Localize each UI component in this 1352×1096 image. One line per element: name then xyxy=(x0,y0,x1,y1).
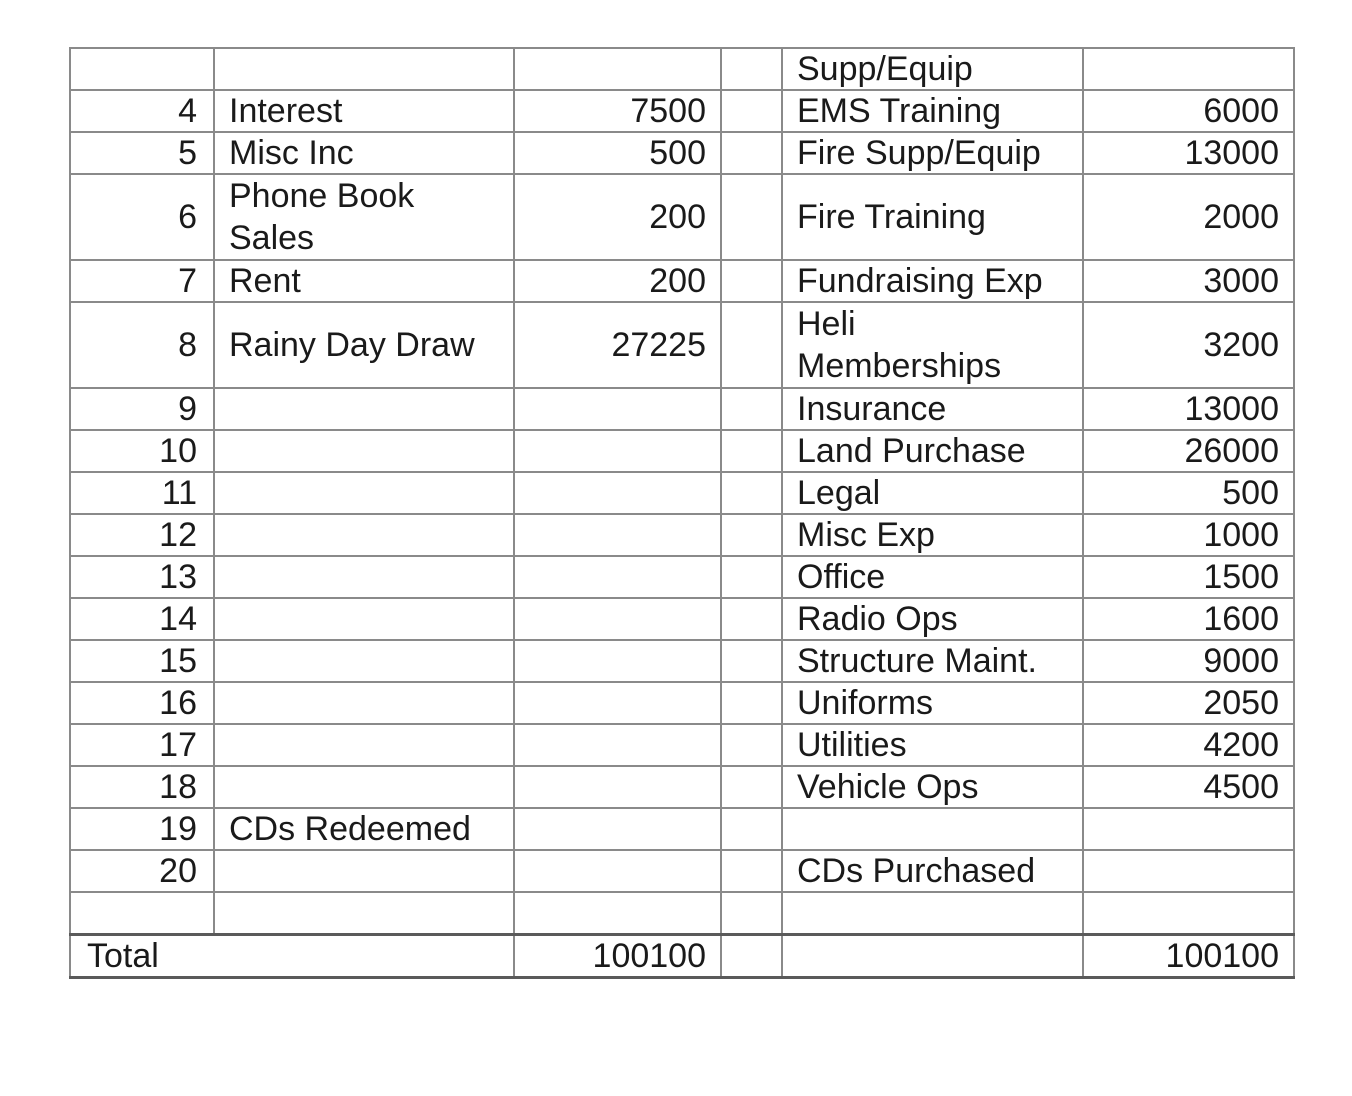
line-number-cell xyxy=(70,892,214,934)
income-label-cell xyxy=(214,48,514,90)
income-amount-cell: 200 xyxy=(514,260,721,302)
table-row xyxy=(70,556,1294,598)
expense-label-cell: Land Purchase xyxy=(782,430,1083,472)
expense-label-cell: Structure Maint. xyxy=(782,640,1083,682)
table-row xyxy=(70,724,1294,766)
spacer-cell xyxy=(721,132,782,174)
expense-label-cell: Fire Training xyxy=(782,174,1083,260)
expense-amount-cell: 13000 xyxy=(1083,132,1294,174)
expense-amount-cell: 9000 xyxy=(1083,640,1294,682)
expense-label-cell: Insurance xyxy=(782,388,1083,430)
income-label-cell: Interest xyxy=(214,90,514,132)
table-row-header xyxy=(70,48,1294,90)
expense-amount-cell xyxy=(1083,850,1294,892)
spacer-cell xyxy=(721,514,782,556)
line-number-cell: 16 xyxy=(70,682,214,724)
income-amount-cell xyxy=(514,724,721,766)
income-total: 100100 xyxy=(514,934,721,977)
income-amount-cell xyxy=(514,430,721,472)
income-label-cell xyxy=(214,472,514,514)
income-amount-cell xyxy=(514,766,721,808)
table-row-total xyxy=(70,934,1294,977)
income-amount-cell xyxy=(514,598,721,640)
expense-label-cell: Misc Exp xyxy=(782,514,1083,556)
line-number-cell: 7 xyxy=(70,260,214,302)
income-amount-cell xyxy=(514,556,721,598)
expense-label-cell: Utilities xyxy=(782,724,1083,766)
expense-amount-cell xyxy=(1083,48,1294,90)
income-label-cell xyxy=(214,766,514,808)
spacer-cell xyxy=(721,302,782,388)
expense-total: 100100 xyxy=(1083,934,1294,977)
table-row xyxy=(70,132,1294,174)
income-label-cell xyxy=(214,430,514,472)
spacer-cell xyxy=(721,90,782,132)
expense-label-cell: Supp/Equip xyxy=(782,48,1083,90)
spacer-cell xyxy=(721,48,782,90)
expense-amount-cell: 13000 xyxy=(1083,388,1294,430)
expense-amount-cell: 500 xyxy=(1083,472,1294,514)
table-row xyxy=(70,472,1294,514)
table-row xyxy=(70,260,1294,302)
table-row xyxy=(70,598,1294,640)
line-number-cell: 19 xyxy=(70,808,214,850)
line-number-cell: 20 xyxy=(70,850,214,892)
income-label-cell xyxy=(214,556,514,598)
income-amount-cell xyxy=(514,850,721,892)
income-label-cell: CDs Redeemed xyxy=(214,808,514,850)
income-amount-cell xyxy=(514,48,721,90)
line-number-cell: 15 xyxy=(70,640,214,682)
expense-amount-cell xyxy=(1083,808,1294,850)
income-label-cell xyxy=(214,640,514,682)
spacer-cell xyxy=(721,724,782,766)
table-row xyxy=(70,302,1294,388)
spacer-cell xyxy=(721,472,782,514)
income-label-cell xyxy=(214,388,514,430)
expense-amount-cell: 4500 xyxy=(1083,766,1294,808)
table-row xyxy=(70,430,1294,472)
table-row xyxy=(70,90,1294,132)
expense-amount-cell: 4200 xyxy=(1083,724,1294,766)
table-row xyxy=(70,640,1294,682)
expense-label-cell: CDs Purchased xyxy=(782,850,1083,892)
expense-label-cell: Radio Ops xyxy=(782,598,1083,640)
expense-label-cell: Fire Supp/Equip xyxy=(782,132,1083,174)
table-row-blank xyxy=(70,892,1294,934)
line-number-cell: 4 xyxy=(70,90,214,132)
spacer-cell xyxy=(721,850,782,892)
income-amount-cell xyxy=(514,472,721,514)
expense-label-cell: EMS Training xyxy=(782,90,1083,132)
income-amount-cell: 200 xyxy=(514,174,721,260)
income-label-cell xyxy=(214,850,514,892)
income-label-cell xyxy=(214,724,514,766)
income-amount-cell xyxy=(514,682,721,724)
expense-amount-cell: 1600 xyxy=(1083,598,1294,640)
expense-label-cell xyxy=(782,808,1083,850)
expense-label-cell: Legal xyxy=(782,472,1083,514)
budget-table xyxy=(69,47,1295,979)
table-row xyxy=(70,388,1294,430)
spacer-cell xyxy=(721,934,782,977)
income-label-cell: Misc Inc xyxy=(214,132,514,174)
line-number-cell: 10 xyxy=(70,430,214,472)
expense-label-cell: Heli Memberships xyxy=(782,302,1083,388)
expense-label-cell: Office xyxy=(782,556,1083,598)
income-amount-cell: 500 xyxy=(514,132,721,174)
line-number-cell: 11 xyxy=(70,472,214,514)
income-label-cell xyxy=(214,598,514,640)
table-row xyxy=(70,808,1294,850)
spacer-cell xyxy=(721,682,782,724)
expense-amount-cell: 26000 xyxy=(1083,430,1294,472)
income-amount-cell: 7500 xyxy=(514,90,721,132)
table-row xyxy=(70,766,1294,808)
expense-label-cell: Fundraising Exp xyxy=(782,260,1083,302)
expense-label-cell xyxy=(782,892,1083,934)
spacer-cell xyxy=(721,892,782,934)
table-row xyxy=(70,850,1294,892)
line-number-cell: 12 xyxy=(70,514,214,556)
spacer-cell xyxy=(721,766,782,808)
line-number-cell: 8 xyxy=(70,302,214,388)
line-number-cell: 9 xyxy=(70,388,214,430)
spacer-cell xyxy=(721,174,782,260)
expense-amount-cell: 2050 xyxy=(1083,682,1294,724)
spacer-cell xyxy=(721,430,782,472)
income-label-cell: Rent xyxy=(214,260,514,302)
spacer-cell xyxy=(721,260,782,302)
line-number-cell: 18 xyxy=(70,766,214,808)
income-label-cell xyxy=(214,514,514,556)
expense-amount-cell xyxy=(1083,892,1294,934)
expense-label-cell xyxy=(782,934,1083,977)
expense-amount-cell: 1000 xyxy=(1083,514,1294,556)
spacer-cell xyxy=(721,598,782,640)
expense-label-cell: Uniforms xyxy=(782,682,1083,724)
spacer-cell xyxy=(721,388,782,430)
line-number-cell xyxy=(70,48,214,90)
income-amount-cell xyxy=(514,640,721,682)
income-label-cell xyxy=(214,892,514,934)
table-row xyxy=(70,514,1294,556)
income-amount-cell xyxy=(514,808,721,850)
expense-amount-cell: 6000 xyxy=(1083,90,1294,132)
income-amount-cell: 27225 xyxy=(514,302,721,388)
total-label: Total xyxy=(70,934,514,977)
line-number-cell: 17 xyxy=(70,724,214,766)
income-label-cell xyxy=(214,682,514,724)
spacer-cell xyxy=(721,808,782,850)
expense-amount-cell: 3000 xyxy=(1083,260,1294,302)
expense-amount-cell: 3200 xyxy=(1083,302,1294,388)
income-label-cell: Phone Book Sales xyxy=(214,174,514,260)
line-number-cell: 6 xyxy=(70,174,214,260)
line-number-cell: 14 xyxy=(70,598,214,640)
expense-amount-cell: 1500 xyxy=(1083,556,1294,598)
spacer-cell xyxy=(721,640,782,682)
line-number-cell: 5 xyxy=(70,132,214,174)
table-row xyxy=(70,174,1294,260)
income-amount-cell xyxy=(514,892,721,934)
spacer-cell xyxy=(721,556,782,598)
line-number-cell: 13 xyxy=(70,556,214,598)
table-row xyxy=(70,682,1294,724)
income-amount-cell xyxy=(514,514,721,556)
income-label-cell: Rainy Day Draw xyxy=(214,302,514,388)
expense-label-cell: Vehicle Ops xyxy=(782,766,1083,808)
expense-amount-cell: 2000 xyxy=(1083,174,1294,260)
income-amount-cell xyxy=(514,388,721,430)
